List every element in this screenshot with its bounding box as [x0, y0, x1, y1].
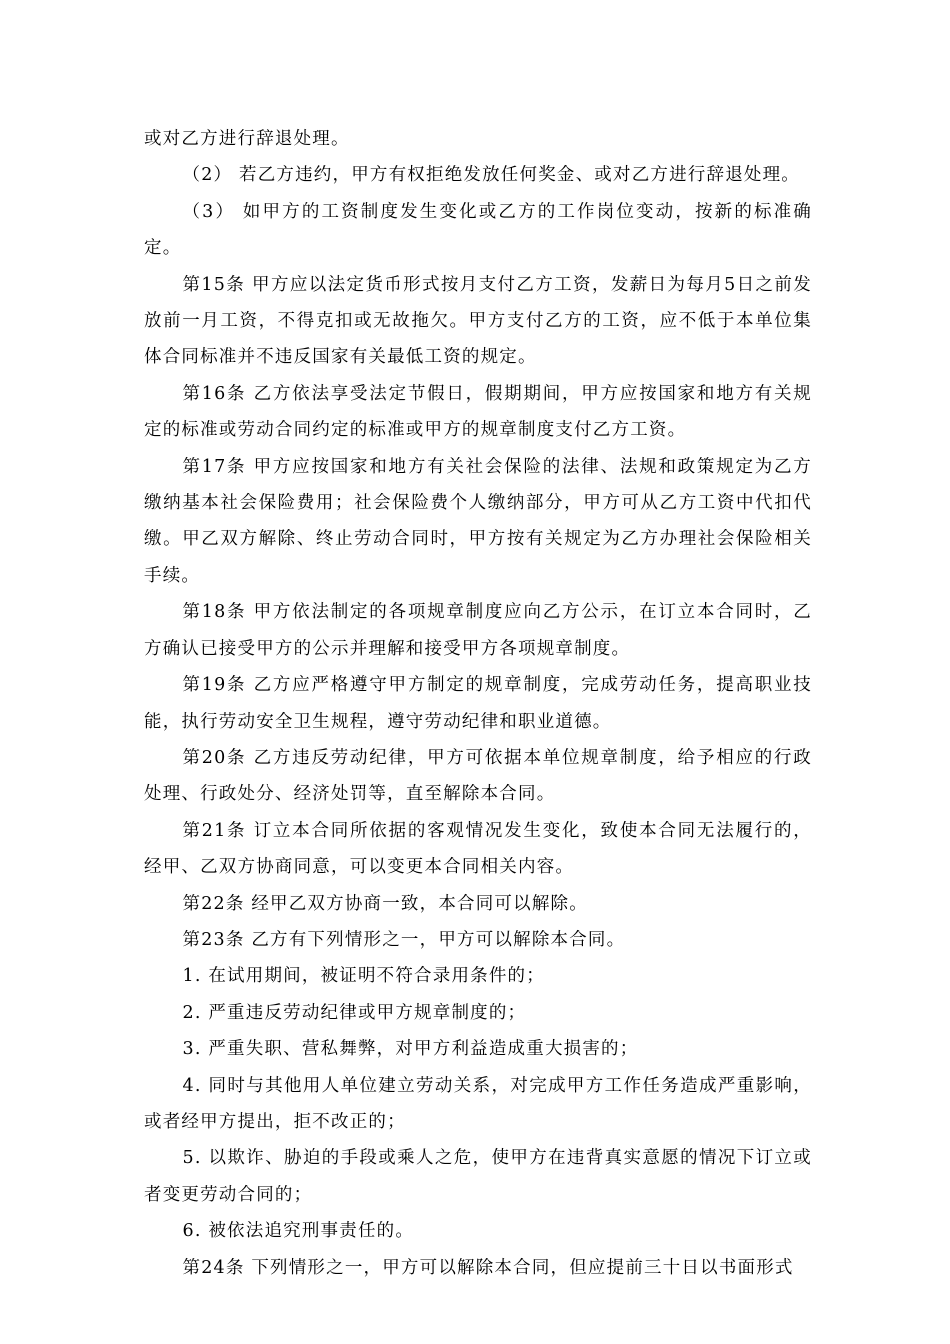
- list-item-2: 2. 严重违反劳动纪律或甲方规章制度的；: [182, 1002, 527, 1023]
- list-item-5: 5. 以欺诈、胁迫的手段或乘人之危，使甲方在违背真实意愿的情况下订立或者变更劳动合同的；: [144, 1148, 812, 1205]
- clause-item-2: （2） 若乙方违约，甲方有权拒绝发放任何奖金、或对乙方进行辞退处理。: [182, 165, 800, 186]
- list-item-6: 6. 被依法追究刑事责任的。: [182, 1221, 415, 1242]
- article-20: 第20条 乙方违反劳动纪律，甲方可依据本单位规章制度，给予相应的行政处理、行政处分、经济处罚等，直至解除本合同。: [144, 747, 812, 805]
- clause-item-3: （3） 如甲方的工资制度发生变化或乙方的工作岗位变动，按新的标准确定。: [144, 201, 812, 259]
- paragraph-continuation: 或对乙方进行辞退处理。: [144, 129, 350, 149]
- list-item-1: 1. 在试用期间，被证明不符合录用条件的；: [182, 966, 545, 987]
- article-16: 第16条 乙方依法享受法定节假日，假期期间，甲方应按国家和地方有关规定的标准或劳动合同约定的标准或甲方的规章制度支付乙方工资。: [144, 383, 812, 441]
- list-item-4: 4. 同时与其他用人单位建立劳动关系，对完成甲方工作任务造成严重影响，或者经甲方提出，拒不改正的；: [144, 1075, 812, 1132]
- contract-text-body: [144, 121, 812, 1286]
- list-item-3: 3. 严重失职、营私舞弊，对甲方利益造成重大损害的；: [182, 1039, 639, 1060]
- article-17: 第17条 甲方应按国家和地方有关社会保险的法律、法规和政策规定为乙方缴纳基本社会保险费用；社会保险费个人缴纳部分，甲方可从乙方工资中代扣代缴。甲乙双方解除、终止劳动合同时，甲方按有关规定为乙方办理社会保险相关手续。: [144, 456, 812, 586]
- article-19: 第19条 乙方应严格遵守甲方制定的规章制度，完成劳动任务，提高职业技能，执行劳动安全卫生规程，遵守劳动纪律和职业道德。: [144, 675, 812, 732]
- article-23: 第23条 乙方有下列情形之一，甲方可以解除本合同。: [182, 929, 626, 950]
- article-24: 第24条 下列情形之一，甲方可以解除本合同，但应提前三十日以书面形式: [182, 1257, 794, 1278]
- article-21: 第21条 订立本合同所依据的客观情况发生变化，致使本合同无法履行的，经甲、乙双方协商同意，可以变更本合同相关内容。: [144, 820, 812, 878]
- article-18: 第18条 甲方依法制定的各项规章制度应向乙方公示，在订立本合同时，乙方确认已接受甲方的公示并理解和接受甲方各项规章制度。: [144, 602, 812, 659]
- article-22: 第22条 经甲乙双方协商一致，本合同可以解除。: [182, 893, 588, 914]
- article-15: 第15条 甲方应以法定货币形式按月支付乙方工资，发薪日为每月5日之前发放前一月工资，不得克扣或无故拖欠。甲方支付乙方的工资，应不低于本单位集体合同标准并不违反国家有关最低工资的规定。: [144, 274, 812, 368]
